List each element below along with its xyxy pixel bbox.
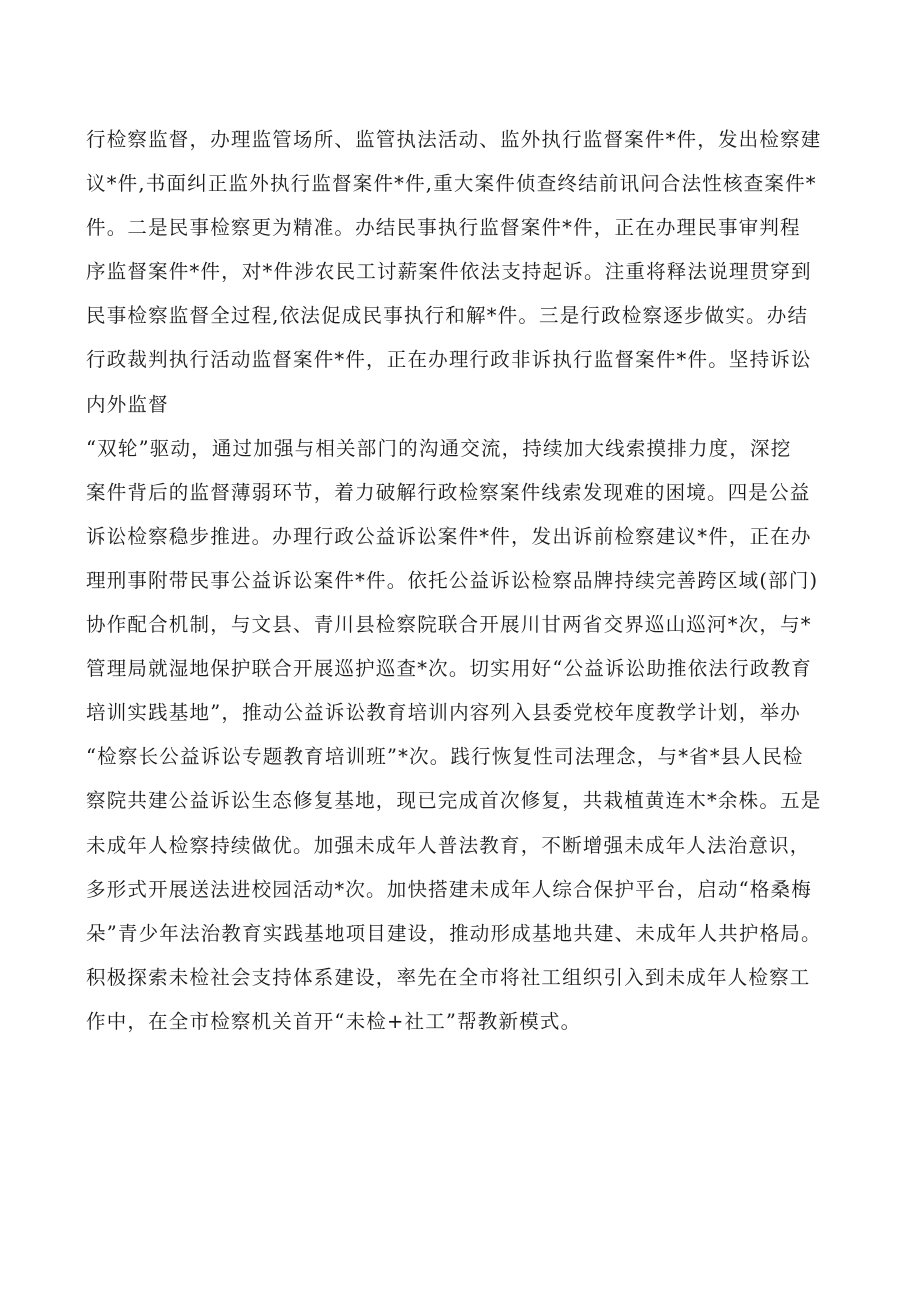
text-line: 行政裁判执行活动监督案件*件，正在办理行政非诉执行监督案件*件。坚持诉讼 (86, 348, 812, 372)
text-line: 议*件,书面纠正监外执行监督案件*件,重大案件侦查终结前讯问合法性核查案件* (86, 172, 817, 196)
text-line: 案件背后的监督薄弱环节，着力破解行政检察案件线索发现难的困境。四是公益 (86, 480, 811, 504)
text-line: 作中，在全市检察机关首开“未检+社工”帮教新模式。 (86, 1009, 582, 1033)
text-line: 培训实践基地”，推动公益诉讼教育培训内容列入县委党校年度教学计划，举办 (86, 701, 801, 725)
text-line: 内外监督 (86, 392, 169, 416)
text-line: 朵”青少年法治教育实践基地项目建设，推动形成基地共建、未成年人共护格局。 (86, 921, 822, 945)
text-line: 积极探索未检社会支持体系建设，率先在全市将社工组织引入到未成年人检察工 (86, 965, 811, 989)
text-line: 诉讼检察稳步推进。办理行政公益诉讼案件*件，发出诉前检察建议*件，正在办 (86, 524, 812, 548)
text-line: 协作配合机制，与文县、青川县检察院联合开展川甘两省交界巡山巡河*次，与* (86, 613, 812, 637)
text-line: 行检察监督，办理监管场所、监管执法活动、监外执行监督案件*件，发出检察建 (86, 128, 822, 151)
text-line: 序监督案件*件，对*件涉农民工讨薪案件依法支持起诉。注重将释法说理贯穿到 (86, 260, 812, 284)
text-line: 件。二是民事检察更为精准。办结民事执行监督案件*件，正在办理民事审判程 (86, 216, 801, 240)
text-line: “检察长公益诉讼专题教育培训班”*次。践行恢复性司法理念，与*省*县人民检 (86, 745, 804, 769)
text-line: 察院共建公益诉讼生态修复基地，现已完成首次修复，共栽植黄连木*余株。五是 (86, 789, 822, 813)
text-line: 管理局就湿地保护联合开展巡护巡查*次。切实用好“公益诉讼助推依法行政教育 (86, 657, 812, 681)
text-line: “双轮”驱动，通过加强与相关部门的沟通交流，持续加大线索摸排力度，深挖 (86, 436, 792, 460)
text-line: 理刑事附带民事公益诉讼案件*件。依托公益诉讼检察品牌持续完善跨区域(部门) (86, 568, 819, 592)
text-line: 民事检察监督全过程,依法促成民事执行和解*件。三是行政检察逐步做实。办结 (86, 304, 809, 328)
text-line: 未成年人检察持续做优。加强未成年人普法教育，不断增强未成年人法治意识， (86, 833, 811, 857)
body-text (86, 118, 856, 1044)
text-line: 多形式开展送法进校园活动*次。加快搭建未成年人综合保护平台，启动“格桑梅 (86, 877, 812, 901)
